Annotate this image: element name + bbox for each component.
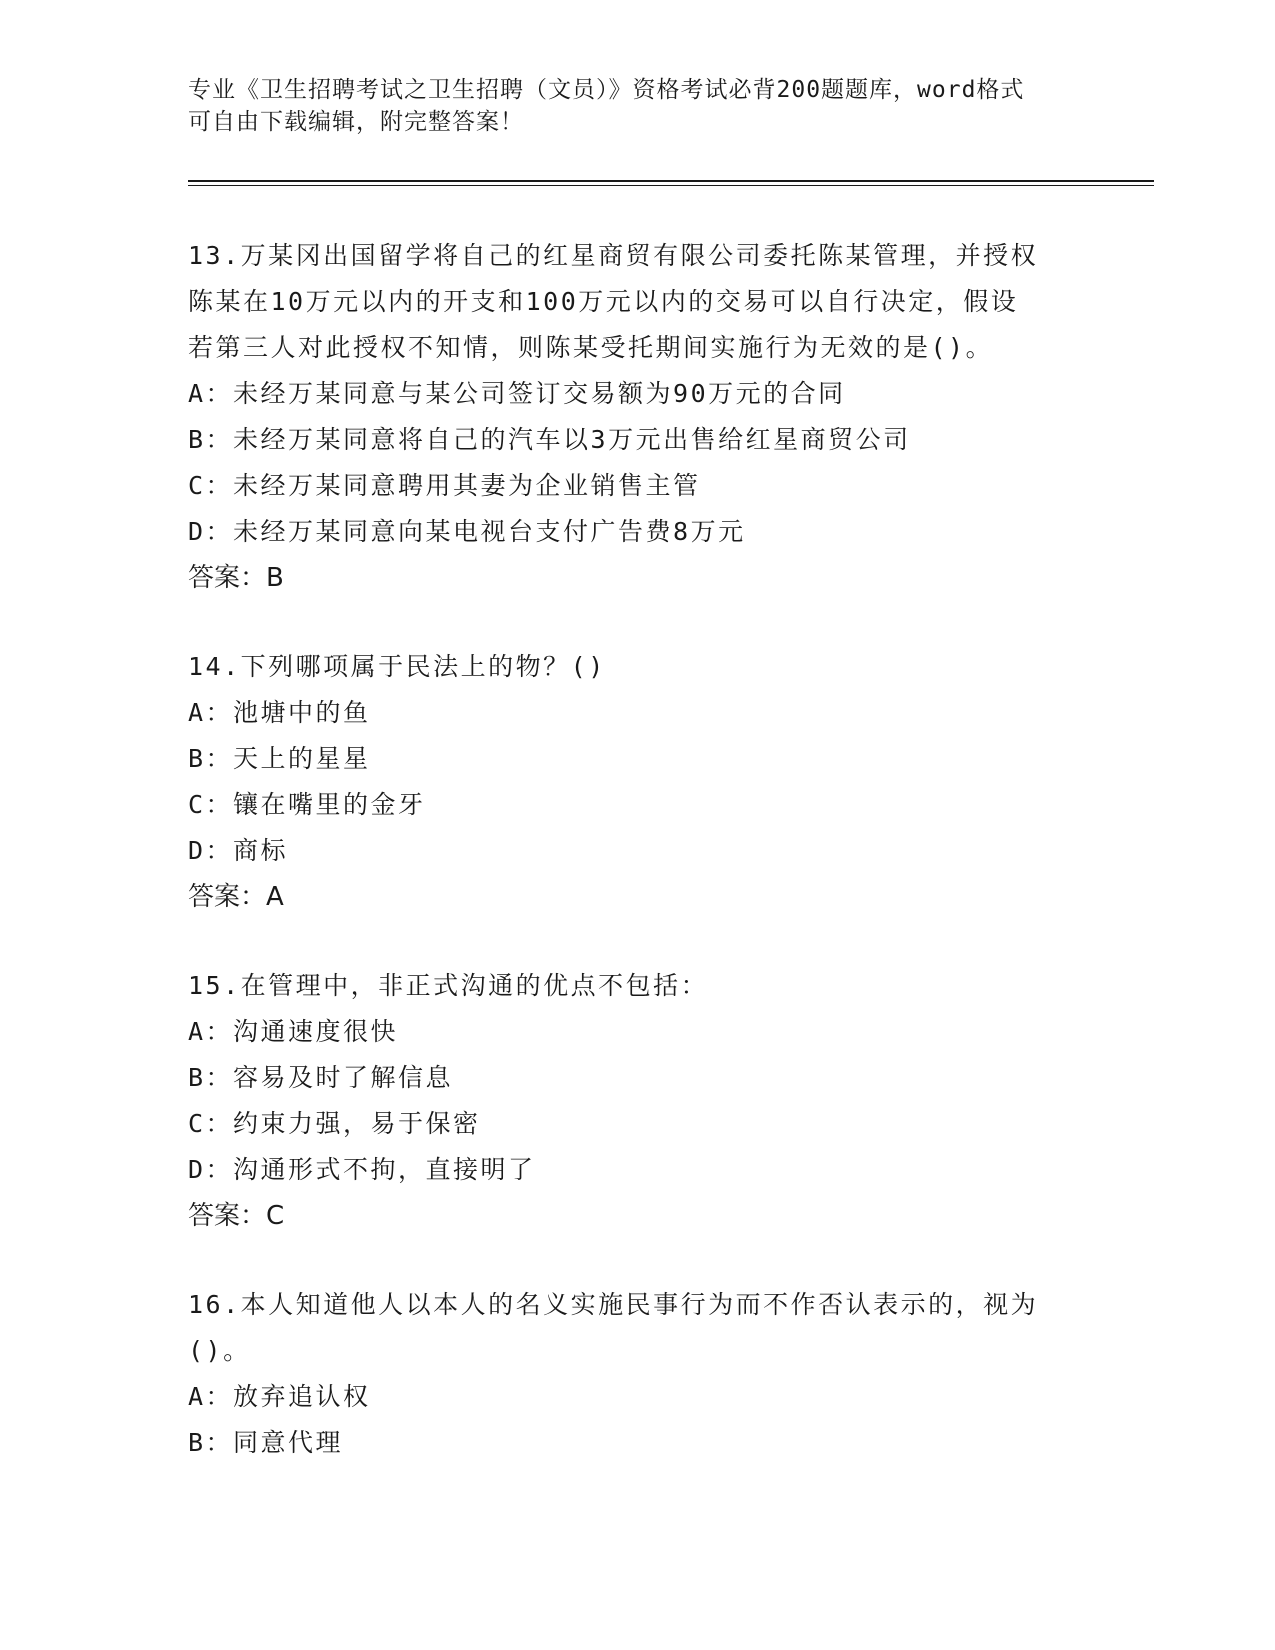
answer-line: 答案：A	[188, 882, 284, 912]
question-16	[188, 1282, 1088, 1466]
header-divider-thick	[188, 180, 1154, 182]
option-c: C：镶在嘴里的金牙	[188, 790, 426, 819]
option-a: A：沟通速度很快	[188, 1017, 399, 1046]
option-d: D：未经万某同意向某电视台支付广告费8万元	[188, 517, 746, 546]
document-header	[188, 74, 1068, 138]
option-d: D：商标	[188, 836, 289, 865]
option-a: A：放弃追认权	[188, 1382, 371, 1411]
question-14	[188, 644, 1088, 920]
option-b: B：天上的星星	[188, 744, 371, 773]
question-13	[188, 233, 1088, 601]
question-stem-line: 16.本人知道他人以本人的名义实施民事行为而不作否认表示的，视为	[188, 1290, 1039, 1319]
question-stem-line: 若第三人对此授权不知情，则陈某受托期间实施行为无效的是()。	[188, 333, 994, 362]
answer-line: 答案：C	[188, 1201, 285, 1231]
question-stem-line: ()。	[188, 1336, 251, 1365]
option-b: B：同意代理	[188, 1428, 344, 1457]
question-stem-line: 14.下列哪项属于民法上的物？()	[188, 652, 606, 681]
header-line-1: 专业《卫生招聘考试之卫生招聘（文员）》资格考试必背200题题库，word格式	[188, 77, 1025, 103]
option-a: A：未经万某同意与某公司签订交易额为90万元的合同	[188, 379, 846, 408]
option-c: C：未经万某同意聘用其妻为企业销售主管	[188, 471, 701, 500]
option-d: D：沟通形式不拘，直接明了	[188, 1155, 536, 1184]
header-divider-thin	[188, 185, 1154, 186]
option-c: C：约束力强，易于保密	[188, 1109, 481, 1138]
option-b: B：未经万某同意将自己的汽车以3万元出售给红星商贸公司	[188, 425, 911, 454]
question-list	[188, 233, 1088, 1466]
question-stem-line: 13.万某冈出国留学将自己的红星商贸有限公司委托陈某管理，并授权	[188, 241, 1039, 270]
option-a: A：池塘中的鱼	[188, 698, 371, 727]
question-stem-line: 15.在管理中，非正式沟通的优点不包括：	[188, 971, 709, 1000]
option-b: B：容易及时了解信息	[188, 1063, 454, 1092]
question-stem-line: 陈某在10万元以内的开支和100万元以内的交易可以自行决定，假设	[188, 287, 1019, 316]
answer-line: 答案：B	[188, 563, 284, 593]
header-line-2: 可自由下载编辑，附完整答案！	[188, 109, 524, 135]
question-15	[188, 963, 1088, 1239]
